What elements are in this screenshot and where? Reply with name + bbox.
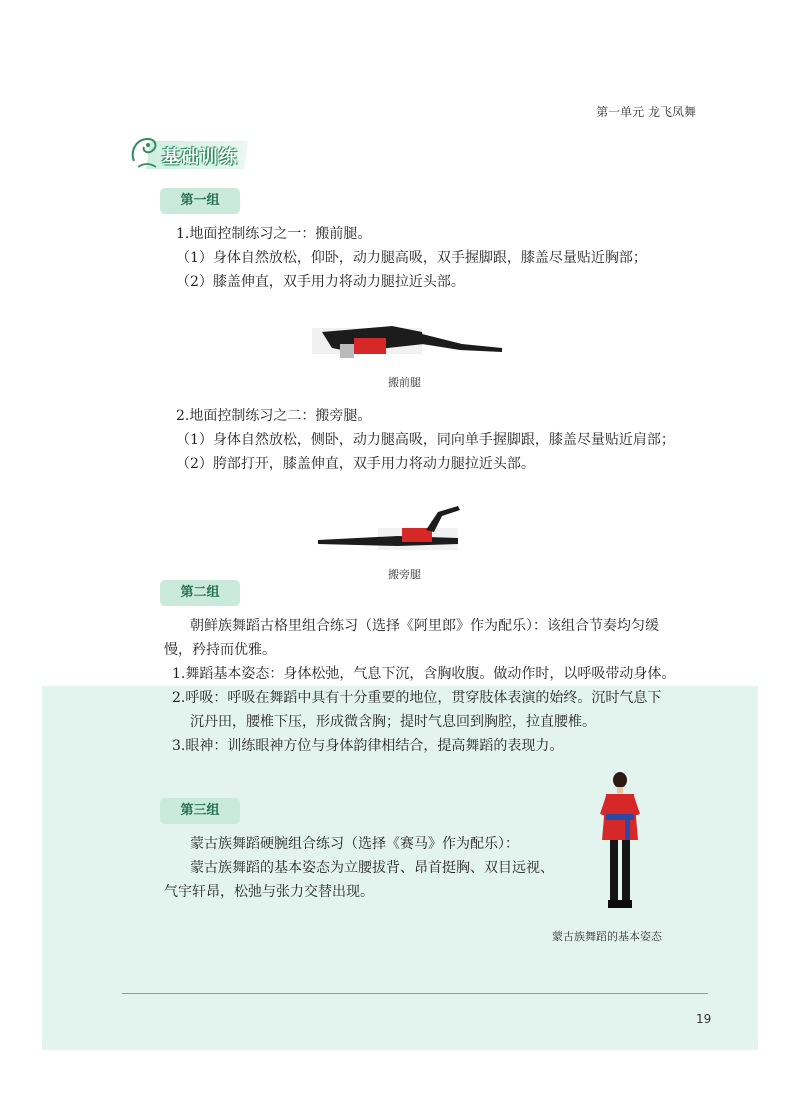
group-2-point-2-line-1: 2.呼吸：呼吸在舞蹈中具有十分重要的地位，贯穿肢体表演的始终。沉时气息下 [172,690,662,706]
section-banner [128,133,252,173]
group-3-line-1: 蒙古族舞蹈硬腕组合练习（选择《赛马》作为配乐）： [190,836,519,852]
group-3-line-3: 气宇轩昂，松弛与张力交替出现。 [164,884,374,900]
group-2-point-2-line-2: 沉丹田，腰椎下压，形成微含胸；提时气息回到胸腔，拉直腰椎。 [190,714,596,730]
group-1-item-1-step-2: （2）膝盖伸直，双手用力将动力腿拉近头部。 [176,274,465,290]
mongolian-dancer-figure [592,770,648,920]
front-leg-stretch-figure [312,318,502,364]
figure-1-caption: 搬前腿 [388,376,421,389]
group-1-item-1-title: 1.地面控制练习之一：搬前腿。 [176,226,372,242]
group-1-item-1-step-1: （1）身体自然放松，仰卧，动力腿高吸，双手握脚跟，膝盖尽量贴近胸部； [176,250,647,266]
group-2-intro-line-2: 慢，矜持而优雅。 [164,642,276,658]
group-1-item-2-step-2: （2）胯部打开，膝盖伸直，双手用力将动力腿拉近头部。 [176,456,535,472]
group-3-line-2: 蒙古族舞蹈的基本姿态为立腰拔背、昂首挺胸、双目远视、 [190,860,554,876]
group-2-point-1: 1.舞蹈基本姿态：身体松弛，气息下沉，含胸收腹。做动作时，以呼吸带动身体。 [172,666,676,682]
group-1-item-2-title: 2.地面控制练习之二：搬旁腿。 [176,408,372,424]
side-leg-stretch-figure [318,498,488,556]
group-1-tag: 第一组 [160,188,240,214]
page-number: 19 [696,1012,712,1026]
footer-rule [122,993,708,994]
group-1-item-2-step-1: （1）身体自然放松，侧卧，动力腿高吸，同向单手握脚跟，膝盖尽量贴近肩部； [176,432,675,448]
running-header: 第一单元 龙飞凤舞 [596,105,696,119]
group-2-intro-line-1: 朝鲜族舞蹈古格里组合练习（选择《阿里郎》作为配乐）：该组合节奏均匀缓 [190,618,659,634]
figure-3-caption: 蒙古族舞蹈的基本姿态 [552,930,662,943]
group-3-tag: 第三组 [160,798,240,824]
group-2-point-3: 3.眼神：训练眼神方位与身体韵律相结合，提高舞蹈的表现力。 [172,738,564,754]
figure-2-caption: 搬旁腿 [388,568,421,581]
group-2-tag: 第二组 [160,580,240,606]
section-title: 基础训练 [162,147,238,168]
